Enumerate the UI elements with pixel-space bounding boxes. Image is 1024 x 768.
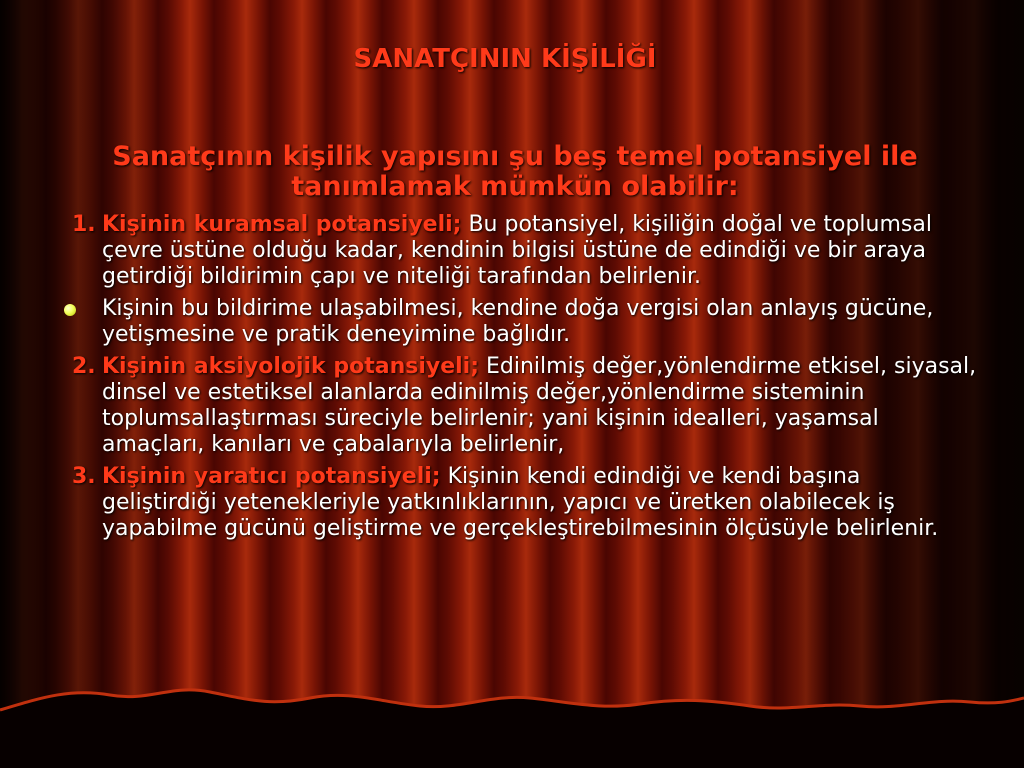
bullet-icon [64,304,76,316]
bullet-text: Kişinin bu bildirime ulaşabilmesi, kendine doğa vergisi olan anlayış gücüne, yetişmesine ve pratik deneyimine bağlıdır. [102,296,934,347]
item-lead: Kişinin aksiyolojik potansiyeli; [102,354,480,379]
list-item-aksiyolojik [62,354,982,458]
item-number: 1. [72,212,96,237]
item-lead: Kişinin kuramsal potansiyeli; [102,212,462,237]
list-item-kuramsal [62,212,982,290]
stage-edge-decoration [0,640,1024,768]
content-body [62,212,982,548]
slide-subtitle: Sanatçının kişilik yapısını şu beş temel potansiyel ile tanımlamak mümkün olabilir: [112,141,918,202]
item-number: 3. [72,464,96,489]
item-text: Bu potansiyel, kişiliğin doğal ve toplumsal çevre üstüne olduğu kadar, kendinin bilgisi üstüne de edindiği ve bir araya getirdiği bildirimin çapı ve niteliği tarafından belirlenir. [102,212,932,289]
item-number: 2. [72,354,96,379]
list-item-yaratici [62,464,982,542]
item-lead: Kişinin yaratıcı potansiyeli; [102,464,441,489]
list-item-bullet [62,296,982,348]
item-text: Edinilmiş değer,yönlendirme etkisel, siyasal, dinsel ve estetiksel alanlarda edinilmiş değer,yönlendirme sisteminin toplumsallaştırması süreciyle belirlenir; yani kişinin idealleri, yaşamsal amaçları, kanıları ve çabalarıyla belirlenir, [102,354,977,457]
slide-title: SANATÇININ KİŞİLİĞİ [353,44,657,74]
item-text: Kişinin kendi edindiği ve kendi başına geliştirdiği yetenekleriyle yatkınlıklarının, yapıcı ve üretken olabilecek iş yapabilme gücünü geliştirme ve gerçekleştirebilmesinin ölçüsüyle belirlenir. [102,464,939,541]
